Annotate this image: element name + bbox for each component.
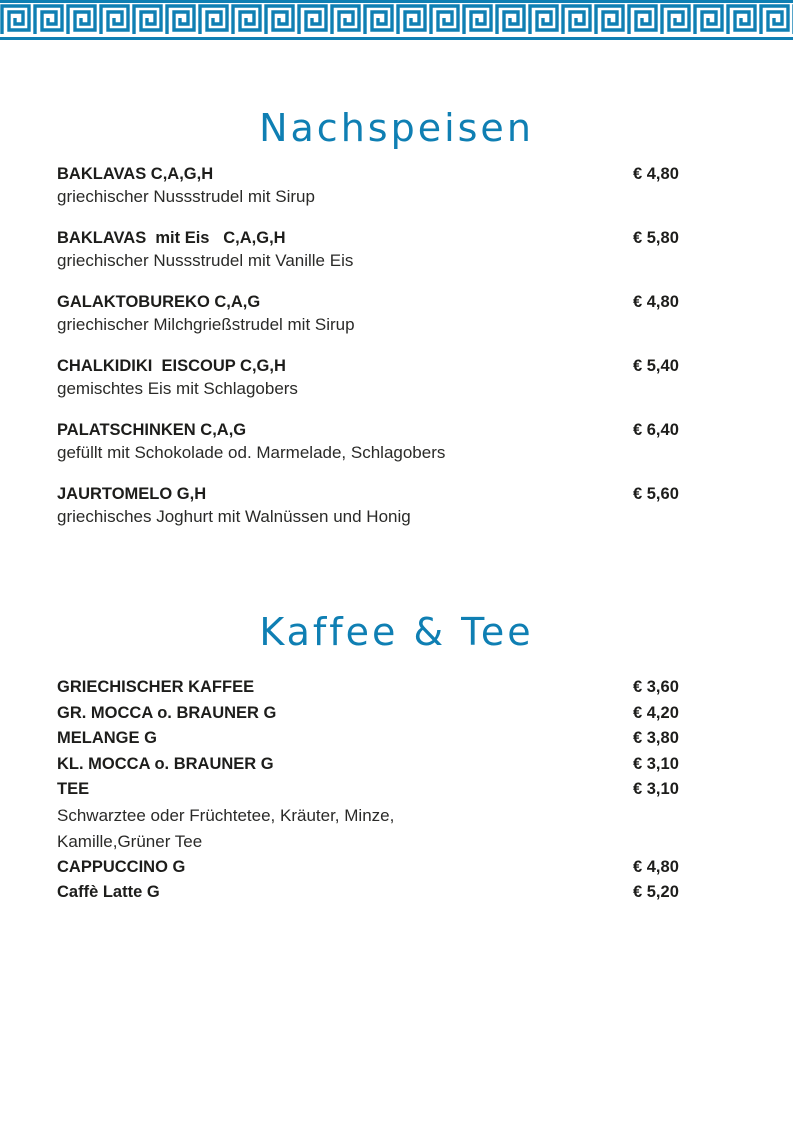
item-price: € 5,60: [633, 485, 679, 503]
drink-name: Caffè Latte G: [57, 883, 160, 901]
item-name: CHALKIDIKI EISCOUP C,G,H: [57, 357, 286, 375]
item-name: PALATSCHINKEN C,A,G: [57, 421, 247, 439]
drink-name: GRIECHISCHER KAFFEE: [57, 678, 255, 696]
item-price: € 5,40: [633, 357, 679, 375]
section-title-drinks: Kaffee & Tee: [259, 610, 534, 654]
drink-name: KL. MOCCA o. BRAUNER G: [57, 754, 274, 773]
greek-key-meander-icon: [0, 0, 793, 40]
drink-name: CAPPUCCINO G: [57, 857, 186, 876]
drink-row: [57, 675, 697, 701]
item-description: griechischer Milchgrießstrudel mit Sirup: [57, 315, 355, 334]
drink-price: € 3,10: [633, 780, 679, 798]
drinks-list: [57, 675, 697, 906]
menu-item: [57, 483, 697, 529]
menu-item: [57, 355, 697, 401]
item-description: griechischer Nussstrudel mit Vanille Eis: [57, 251, 354, 270]
drink-price: € 5,20: [633, 883, 679, 901]
menu-item: [57, 227, 697, 273]
greek-key-border: [0, 0, 793, 40]
item-price: € 4,80: [633, 293, 679, 311]
drink-row: [57, 880, 697, 906]
menu-item: [57, 419, 697, 465]
drink-row: [57, 752, 697, 778]
tea-description-line1: Schwarztee oder Früchtetee, Kräuter, Minze,: [57, 805, 395, 825]
drink-name: TEE: [57, 780, 90, 798]
section-title-desserts: Nachspeisen: [259, 106, 534, 150]
item-description: gemischtes Eis mit Schlagobers: [57, 379, 298, 398]
item-name: GALAKTOBUREKO C,A,G: [57, 293, 261, 311]
item-price: € 5,80: [633, 229, 679, 247]
drink-row: [57, 855, 697, 881]
item-name: JAURTOMELO G,H: [57, 485, 207, 503]
menu-item: [57, 163, 697, 209]
item-description: griechischer Nussstrudel mit Sirup: [57, 187, 315, 206]
drink-name: MELANGE G: [57, 729, 157, 747]
item-description: gefüllt mit Schokolade od. Marmelade, Schlagobers: [57, 443, 446, 462]
item-name: BAKLAVAS C,A,G,H: [57, 165, 214, 183]
drink-price: € 3,80: [633, 729, 679, 747]
drink-price: € 3,10: [633, 754, 679, 773]
drink-price: € 4,20: [633, 703, 679, 722]
menu-item: [57, 291, 697, 337]
drink-price: € 4,80: [633, 857, 679, 876]
drink-row: [57, 726, 697, 752]
item-price: € 4,80: [633, 165, 679, 183]
drink-price: € 3,60: [633, 678, 679, 696]
item-name: BAKLAVAS mit Eis C,A,G,H: [57, 229, 286, 247]
item-description: griechisches Joghurt mit Walnüssen und Honig: [57, 507, 411, 526]
drink-row: [57, 701, 697, 727]
drink-name: GR. MOCCA o. BRAUNER G: [57, 703, 277, 722]
tea-description-line2: Kamille,Grüner Tee: [57, 831, 203, 851]
item-price: € 6,40: [633, 421, 679, 439]
drink-row: [57, 777, 697, 803]
